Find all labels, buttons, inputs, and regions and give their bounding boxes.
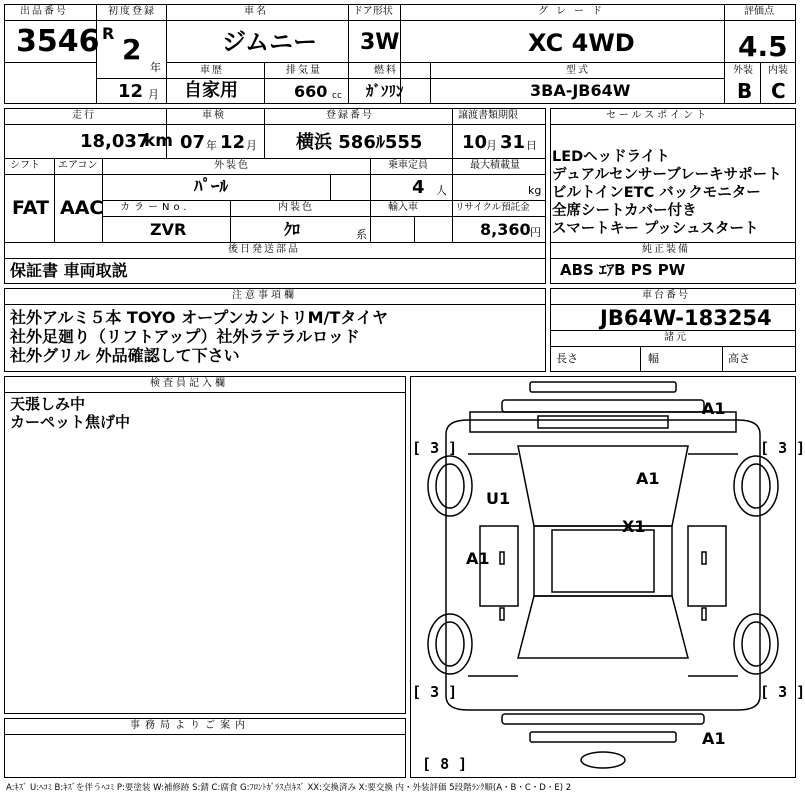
tire-spare: [ 8 ] xyxy=(422,755,468,773)
int-label: 内装 xyxy=(768,65,788,76)
equipment-label: 純正装備 xyxy=(642,244,690,255)
insp-month-unit: 月 xyxy=(246,139,257,152)
sales-line: スマートキー プッシュスタート xyxy=(552,221,759,237)
capacity-unit: 人 xyxy=(436,184,447,197)
inspector-line: カーペット焦げ中 xyxy=(10,413,131,431)
inspection-label: 車検 xyxy=(202,110,226,121)
damage-mark: A1 xyxy=(466,549,490,568)
later-parts: 保証書 車両取説 xyxy=(10,261,128,280)
inspection-month: 12 xyxy=(220,132,246,153)
damage-mark: A1 xyxy=(702,729,726,748)
height-label: 高さ xyxy=(728,352,750,365)
reg-label: 登録番号 xyxy=(326,110,374,121)
transfer-day-unit: 日 xyxy=(526,139,537,152)
car-diagram xyxy=(410,376,796,778)
door-type: 3W xyxy=(360,30,400,55)
chassis-label: 車台番号 xyxy=(642,290,690,301)
notes-label: 注意事項欄 xyxy=(232,290,297,301)
displacement: 660 xyxy=(294,82,328,101)
interior-unit: 系 xyxy=(356,228,367,241)
sales-line: 全席シートカバー付き xyxy=(552,203,697,219)
model-label: 型式 xyxy=(566,65,590,76)
displacement-unit: cc xyxy=(332,91,342,101)
reg-year: 2 xyxy=(122,33,142,66)
ext-grade: B xyxy=(737,79,753,103)
color-no-label: カラーNo. xyxy=(120,202,191,213)
tire-rr: [ 3 ] xyxy=(760,683,805,701)
reg-number: 横浜 586ﾙ555 xyxy=(296,132,423,153)
inspection-year: 07 xyxy=(180,132,206,153)
tire-rl: [ 3 ] xyxy=(412,683,458,701)
legend: A:ｷｽﾞ U:ﾍｺﾐ B:ｷｽﾞを伴うﾍｺﾐ P:要塗装 W:補修跡 S:錆 C:腐食 G:ﾌﾛﾝﾄｶﾞﾗｽ点ｷｽﾞ XX:交換済み X:要交換 内・外装評価 5段階ﾗﾝｸ順(A・B・C・D・E) 2 xyxy=(6,783,572,793)
first-reg-label: 初度登録 xyxy=(108,6,156,17)
sales-label: セールスポイント xyxy=(606,110,710,121)
ac-label: エアコン xyxy=(58,160,98,171)
ext-color: ﾊﾟｰﾙ xyxy=(194,177,228,197)
sales-line: デュアルセンサーブレーキサポート xyxy=(552,167,782,183)
month-unit: 月 xyxy=(148,88,159,101)
grade: XC 4WD xyxy=(528,29,635,57)
door-label: ドア形状 xyxy=(353,6,393,17)
car-name: ジムニー xyxy=(222,28,318,56)
grade-label: グレード xyxy=(538,6,610,17)
transfer-label: 譲渡書類期限 xyxy=(458,110,518,121)
notes-line: 社外足廻り（リフトアップ）社外ラテラルロッド xyxy=(10,327,360,346)
color-no: ZVR xyxy=(150,220,187,239)
fuel-label: 燃料 xyxy=(374,65,398,76)
displacement-label: 排気量 xyxy=(286,65,322,76)
inspector-label: 検査員記入欄 xyxy=(150,378,228,389)
notes-line: 社外アルミ５本 TOYO オープンカントリM/Tタイヤ xyxy=(10,308,388,327)
shift-label: シフト xyxy=(10,160,40,171)
int-grade: C xyxy=(771,79,786,103)
width-label: 幅 xyxy=(648,352,659,365)
lot-label: 出品番号 xyxy=(20,6,68,17)
car-name-label: 車名 xyxy=(244,6,268,17)
damage-mark: X1 xyxy=(622,517,646,536)
damage-mark: A1 xyxy=(636,469,660,488)
transfer-month: 10 xyxy=(462,132,488,153)
score-label: 評価点 xyxy=(744,6,774,17)
ac: AAC xyxy=(60,197,104,219)
year-unit: 年 xyxy=(150,61,161,74)
transfer-month-unit: 月 xyxy=(486,139,497,152)
mileage-unit: km xyxy=(144,131,174,151)
insp-year-unit: 年 xyxy=(206,139,217,152)
tire-fr: [ 3 ] xyxy=(760,439,805,457)
recycle-unit: 円 xyxy=(530,226,541,239)
lot-number: 3546 xyxy=(16,24,100,59)
mileage-label: 走行 xyxy=(72,110,96,121)
transfer-day: 31 xyxy=(500,132,526,153)
chassis-number: JB64W-183254 xyxy=(600,306,772,330)
era: R xyxy=(102,24,115,43)
spec-label: 諸元 xyxy=(664,332,688,343)
equipment: ABS ｴｱB PS PW xyxy=(560,261,686,279)
recycle-amount: 8,360 xyxy=(480,220,531,239)
sales-line: ビルトインETC バックモニター xyxy=(552,185,761,201)
tire-fl: [ 3 ] xyxy=(412,439,458,457)
score: 4.5 xyxy=(738,30,788,63)
interior-label: 内装色 xyxy=(278,202,314,213)
shift: FAT xyxy=(12,197,49,219)
load-label: 最大積載量 xyxy=(470,160,520,171)
load-unit: kg xyxy=(528,184,542,197)
office-label: 事務局よりご案内 xyxy=(130,720,250,731)
reg-month: 12 xyxy=(118,81,144,102)
capacity-label: 乗車定員 xyxy=(388,160,428,171)
capacity: 4 xyxy=(412,177,425,198)
later-parts-label: 後日発送部品 xyxy=(228,244,300,255)
fuel: ｶﾞｿﾘﾝ xyxy=(366,82,404,100)
damage-mark: A1 xyxy=(702,399,726,418)
import-label: 輸入車 xyxy=(388,202,418,213)
damage-mark: U1 xyxy=(486,489,511,508)
inspector-line: 天張しみ中 xyxy=(10,395,86,413)
history: 自家用 xyxy=(184,80,238,101)
recycle-label: リサイクル預託金 xyxy=(455,202,530,213)
interior-color: ｸﾛ xyxy=(284,220,301,239)
ext-label: 外装 xyxy=(733,65,753,76)
sales-line: LEDヘッドライト xyxy=(552,149,670,165)
history-label: 車歴 xyxy=(200,65,224,76)
color-label: 外装色 xyxy=(214,160,250,171)
mileage: 18,037 xyxy=(80,131,150,152)
model: 3BA-JB64W xyxy=(530,81,631,100)
notes-line: 社外グリル 外品確認して下さい xyxy=(10,346,240,365)
length-label: 長さ xyxy=(556,352,578,365)
